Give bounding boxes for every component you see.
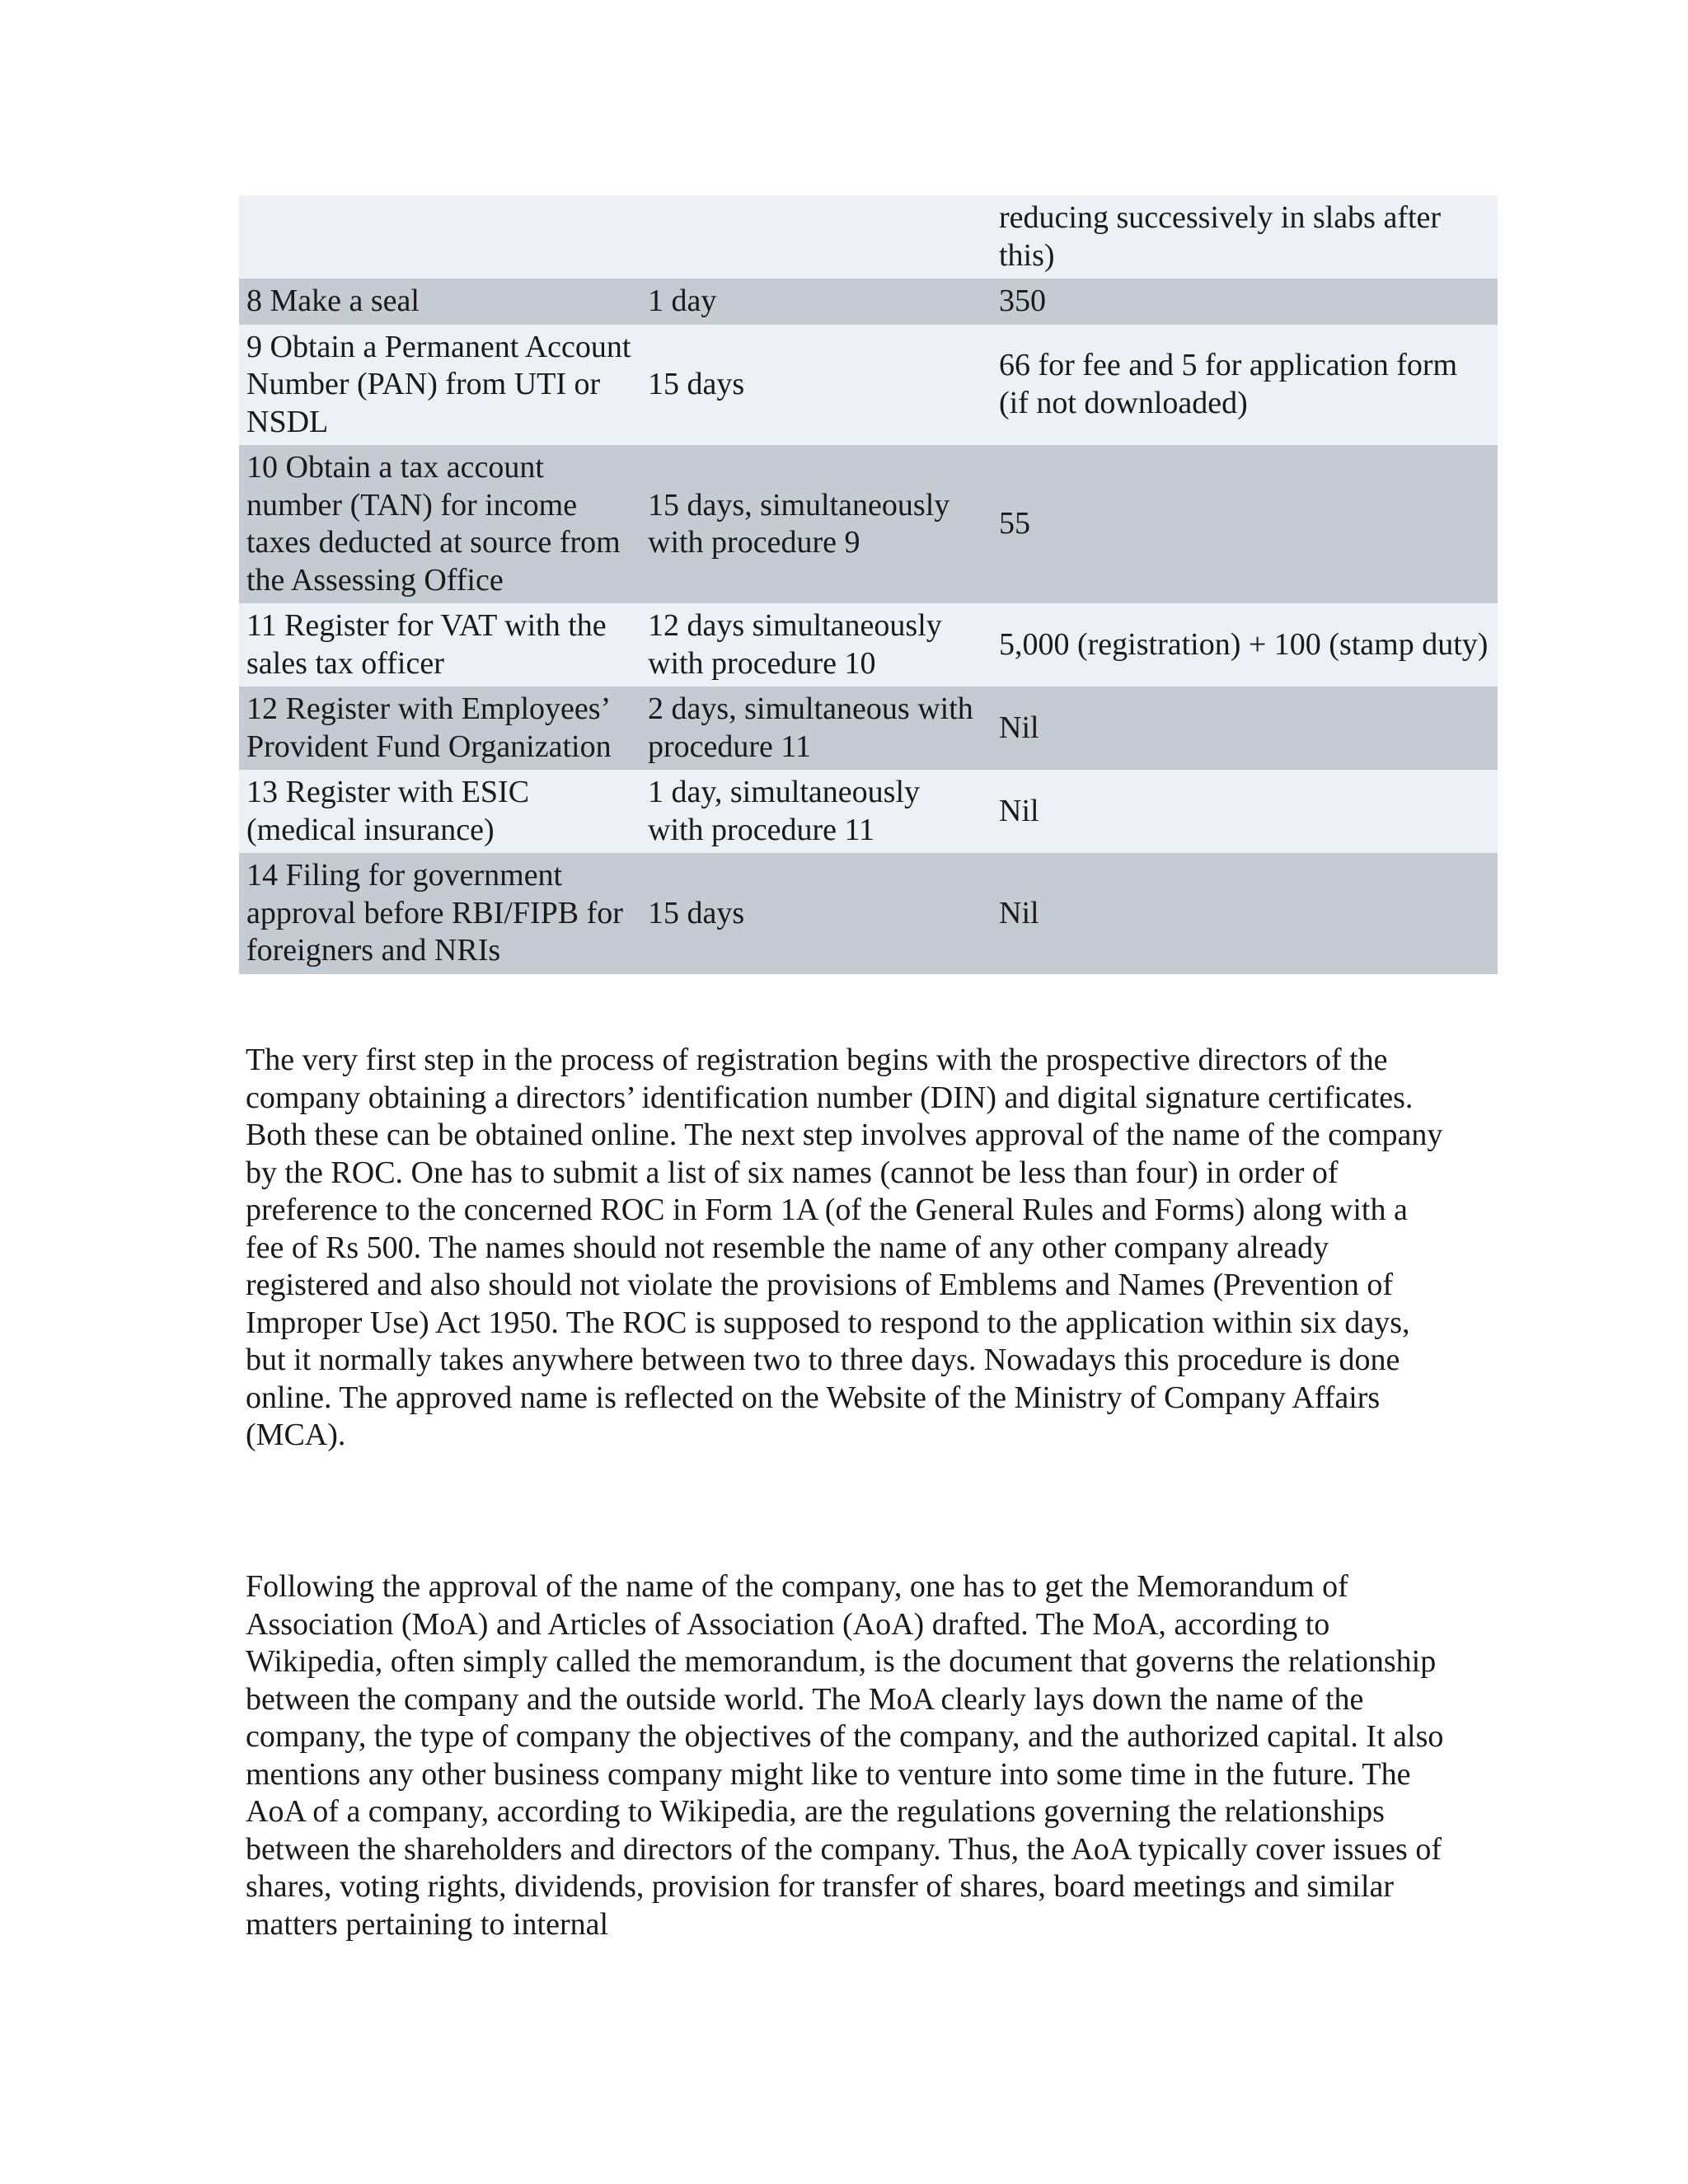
- cost-cell: Nil: [992, 770, 1498, 853]
- procedure-cell: [239, 195, 640, 279]
- cost-cell: 66 for fee and 5 for application form (if not downloaded): [992, 325, 1498, 446]
- table-row: [239, 325, 1498, 446]
- procedure-cell: 14 Filing for government approval before RBI/FIPB for foreigners and NRIs: [239, 853, 640, 974]
- time-cell: 2 days, simultaneous with procedure 11: [640, 687, 992, 770]
- procedure-cell: 9 Obtain a Permanent Account Number (PAN) from UTI or NSDL: [239, 325, 640, 446]
- table-row: [239, 603, 1498, 687]
- cost-cell: 350: [992, 279, 1498, 325]
- table-row: [239, 445, 1498, 603]
- table-row: [239, 687, 1498, 770]
- time-cell: 15 days: [640, 325, 992, 446]
- body-paragraph-moa-aoa: Following the approval of the name of the company, one has to get the Memorandum of Association (MoA) and Articles of Association (AoA) drafted. The MoA, according to Wikipedia, often simply called the memorandum, is the document that governs the relationship between the company and the outside world. The MoA clearly lays down the name of the company, the type of company the objectives of the company, and the authorized capital. It also mentions any other business company might like to venture into some time in the future. The AoA of a company, according to Wikipedia, are the regulations governing the relationships between the shareholders and directors of the company. Thus, the AoA typically cover issues of shares, voting rights, dividends, provision for transfer of shares, board meetings and similar matters pertaining to internal: [246, 1569, 1444, 1942]
- body-paragraph-registration-steps: The very first step in the process of registration begins with the prospective directors of the company obtaining a directors’ identification number (DIN) and digital signature certificates. Both these can be obtained online. The next step involves approval of the name of the company by the ROC. One has to submit a list of six names (cannot be less than four) in order of preference to the concerned ROC in Form 1A (of the General Rules and Forms) along with a fee of Rs 500. The names should not resemble the name of any other company already registered and also should not violate the provisions of Emblems and Names (Prevention of Improper Use) Act 1950. The ROC is supposed to respond to the application within six days, but it normally takes anywhere between two to three days. Nowadays this procedure is done online. The approved name is reflected on the Website of the Ministry of Company Affairs (MCA).: [246, 1043, 1443, 1452]
- time-cell: 15 days: [640, 853, 992, 974]
- cost-cell: Nil: [992, 853, 1498, 974]
- time-cell: 15 days, simultaneously with procedure 9: [640, 445, 992, 603]
- time-cell: 1 day, simultaneously with procedure 11: [640, 770, 992, 853]
- time-cell: 12 days simultaneously with procedure 10: [640, 603, 992, 687]
- table-row: [239, 770, 1498, 853]
- procedures-table: [239, 195, 1498, 974]
- procedure-cell: 12 Register with Employees’ Provident Fund Organization: [239, 687, 640, 770]
- procedure-cell: 8 Make a seal: [239, 279, 640, 325]
- procedure-cell: 13 Register with ESIC (medical insurance): [239, 770, 640, 853]
- procedure-cell: 10 Obtain a tax account number (TAN) for income taxes deducted at source from the Assessing Office: [239, 445, 640, 603]
- cost-cell: 55: [992, 445, 1498, 603]
- table-row: [239, 195, 1498, 279]
- time-cell: 1 day: [640, 279, 992, 325]
- procedure-cell: 11 Register for VAT with the sales tax officer: [239, 603, 640, 687]
- table-row: [239, 853, 1498, 974]
- table-row: [239, 279, 1498, 325]
- cost-cell: Nil: [992, 687, 1498, 770]
- cost-cell: 5,000 (registration) + 100 (stamp duty): [992, 603, 1498, 687]
- time-cell: [640, 195, 992, 279]
- cost-cell: reducing successively in slabs after this): [992, 195, 1498, 279]
